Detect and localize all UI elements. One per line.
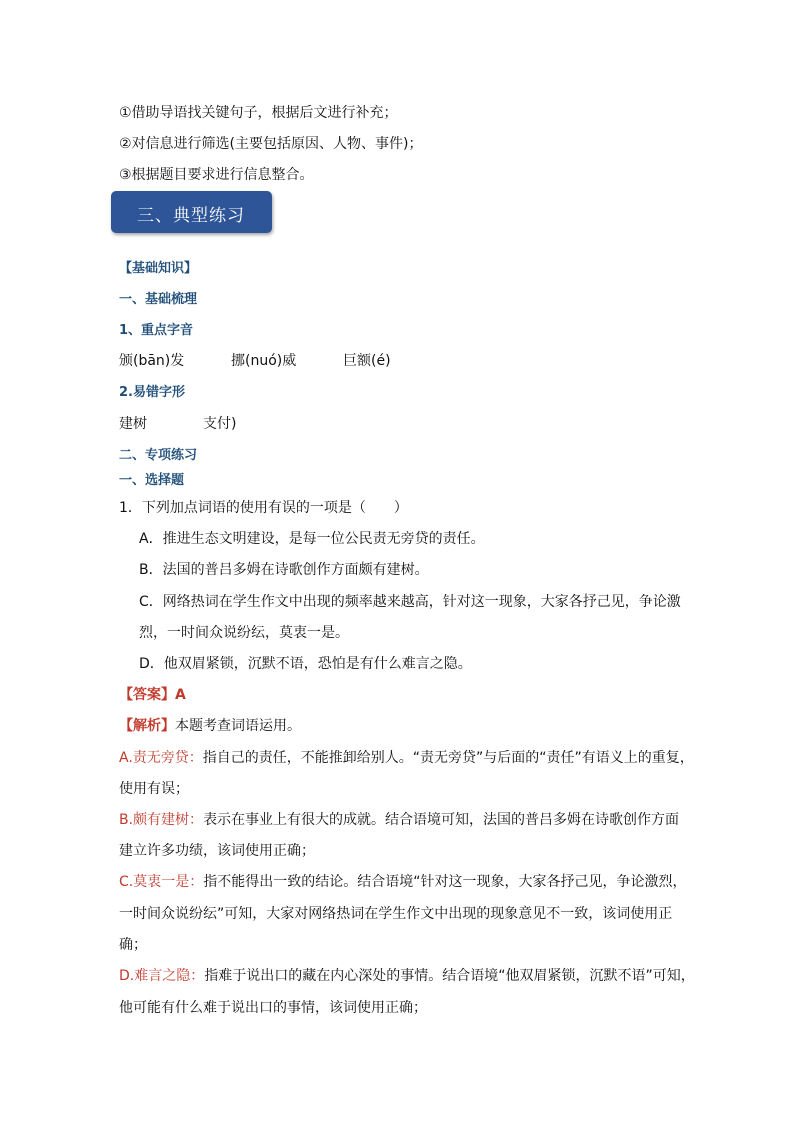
pinyin-item: 颁(bān)发 <box>119 353 185 369</box>
glyph-item: 建树 <box>119 416 147 432</box>
step-1: ①借助导语找关键句子，根据后文进行补充； <box>119 105 398 121</box>
explanation-c-line1 <box>119 872 687 892</box>
option-c-line2: 烈，一时间众说纷纭，莫衷一是。 <box>139 625 349 641</box>
explanation-b-line1 <box>119 810 679 830</box>
step-3: ③根据题目要求进行信息整合。 <box>119 167 314 183</box>
option-c-line1: C．网络热词在学生作文中出现的频率越来越高，针对这一现象，大家各抒己见，争论激 <box>139 594 681 610</box>
option-d: D．他双眉紧锁，沉默不语，恐怕是有什么难言之隐。 <box>139 656 472 672</box>
analysis-line <box>119 716 301 736</box>
basic-knowledge-heading: 【基础知识】 <box>119 261 198 276</box>
choice-heading: 一、选择题 <box>119 473 185 488</box>
banner-title: 三、典型练习 <box>137 206 245 226</box>
explanation-term: B.颇有建树： <box>119 812 204 828</box>
glyph-item: 支付) <box>203 416 237 432</box>
answer-line <box>119 685 186 705</box>
section-banner <box>111 191 272 233</box>
explanation-c-line3: 确； <box>119 937 147 953</box>
option-b: B．法国的普吕多姆在诗歌创作方面颇有建树。 <box>139 562 429 578</box>
explanation-b-line2: 建立许多功绩，该词使用正确； <box>119 843 315 859</box>
explanation-c-line2: 一时间众说纷纭”可知，大家对网络热词在学生作文中出现的现象意见不一致，该词使用正 <box>119 906 673 922</box>
explanation-term: C.莫衷一是： <box>119 874 204 890</box>
explanation-term: D.难言之隐： <box>119 968 205 984</box>
option-a: A．推进生态文明建设，是每一位公民责无旁贷的责任。 <box>139 531 485 547</box>
sub1-heading: 1、重点字音 <box>119 323 194 338</box>
explanation-a-line2: 使用有误； <box>119 781 189 797</box>
explanation-text: 指难于说出口的藏在内心深处的事情。结合语境“他双眉紧锁，沉默不语”可知， <box>204 968 695 984</box>
glyph-row <box>119 414 236 434</box>
explanation-text: 指不能得出一致的结论。结合语境“针对这一现象，大家各抒己见，争论激烈， <box>203 874 687 890</box>
answer-value: A <box>175 687 186 703</box>
explanation-d-line1 <box>119 966 695 986</box>
answer-label: 【答案】 <box>119 687 175 703</box>
pinyin-row <box>119 351 391 371</box>
pinyin-item: 巨额(é) <box>343 353 391 369</box>
section1-heading: 一、基础梳理 <box>119 292 198 307</box>
question-text: 1．下列加点词语的使用有误的一项是（ ） <box>119 500 408 516</box>
section2-heading: 二、专项练习 <box>119 448 198 463</box>
sub2-heading: 2.易错字形 <box>119 385 185 400</box>
explanation-text: 表示在事业上有很大的成就。结合语境可知，法国的普吕多姆在诗歌创作方面 <box>203 812 680 828</box>
explanation-term: A.责无旁贷： <box>119 750 203 766</box>
explanation-d-line2: 他可能有什么难于说出口的事情，该词使用正确； <box>119 1000 427 1016</box>
pinyin-item: 挪(nuó)威 <box>231 353 297 369</box>
explanation-a-line1 <box>119 748 694 768</box>
analysis-text: 本题考查词语运用。 <box>175 718 301 734</box>
analysis-label: 【解析】 <box>119 718 175 734</box>
step-2: ②对信息进行筛选(主要包括原因、人物、事件)； <box>119 136 423 152</box>
explanation-text: 指自己的责任，不能推卸给别人。“责无旁贷”与后面的“责任”有语义上的重复， <box>202 750 694 766</box>
